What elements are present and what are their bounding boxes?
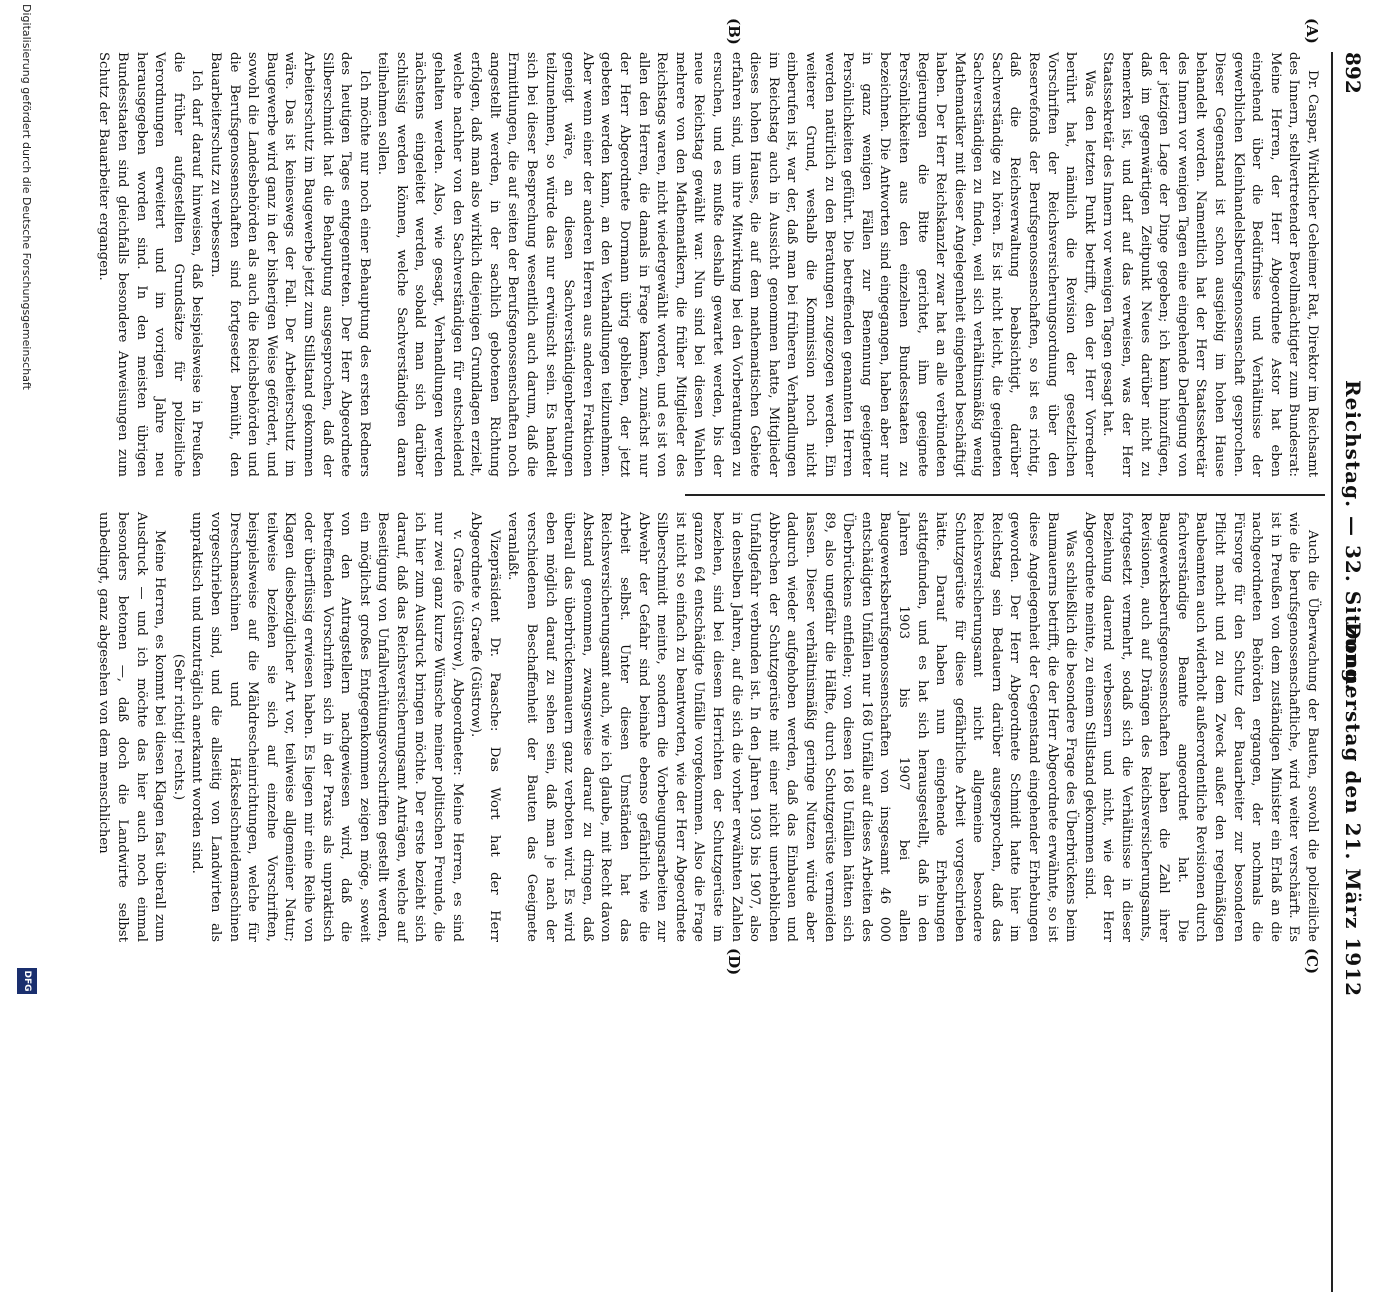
interjection: (Sehr richtig! rechts.) — [170, 653, 186, 801]
margin-marker-a: (A) — [1303, 18, 1321, 44]
left-column — [94, 52, 1321, 477]
column-divider — [685, 494, 1325, 496]
header-rule — [1331, 52, 1333, 1292]
paragraph: Was den letzten Punkt betrifft, den der Herr Vorredner berührt hat, nämlich die Revision der gesetzlichen Vorschriften der Reichsversicherungsordnung über den Reservefonds der Berufsgenossenschaften, so ist es richtig, daß die Reichsverwaltung beabsichtigt, darüber Sachverständige zu hören. Es ist nicht leicht, die geeigneten Sachverständigen zu finden, weil sich verhältnismäßig wenig Mathematiker mit dieser Angelegenheit eingehend beschäftigt haben. Der Herr Reichskanzler zwar hat an alle verbündeten Regierungen die Bitte gerichtet, ihm geeignete Persönlichkeiten aus den einzelnen Bundesstaaten zu bezeichnen. Die Antworten sind eingegangen, haben aber nur in ganz wenigen Fällen zur Benennung geeigneter Persönlichkeiten geführt. Die betreffenden genannten Herren werden natürlich zu den Beratungen zugezogen werden. Ein weiterer Grund, weshalb die Kommission noch nicht einberufen ist, war der, daß man bei früheren Verhandlungen im Reichstag auch in Aussicht genommen hatte, Mitglieder dieses hohen Hauses, die auf dem mathematischen Gebiete erfahren sind, um ihre Mitwirkung bei den Vorberatungen zu ersuchen, und es mußte deshalb gewartet werden, bis der neue Reichstag gewählt war. Nun sind bei diesen Wahlen mehrere von den Mathematikern, die früher Mitglieder des Reichstags waren, nicht wiedergewählt worden, und es ist von allen den Herren, die damals in Frage kamen, zunächst nur der Herr Abgeordnete Dormann übrig geblieben, der jetzt gebeten werden kann, an den Verhandlungen teilzunehmen. Aber wenn einer der anderen Herren aus anderen Fraktionen geneigt wäre, an diesen Sachverständigenberatungen teilzunehmen, so würde das nur erwünscht sein. Es handelt sich bei dieser Besprechung wesentlich auch darum, daß die Ermittlungen, die auf seiten der Berufsgenossenschaften noch angestellt werden, in der sachlich gebotenen Richtung erfolgen, daß man also wirklich diejenigen Grundlagen erzielt, welche nachher von den Sachverständigen für entscheidend gehalten werden. Also, wie gesagt, Verhandlungen werden nächstens eingeleitet werden, sobald man sich darüber schlüssig werden können, welche Sachverständigen daran teilnehmen sollen. — [375, 52, 1097, 477]
paragraph: Ich darf darauf hinweisen, daß beispielsweise in Preußen die früher aufgestellten Grundsätze für polizeiliche Verordnungen erweitert und im vorigen Jahre neu herausgegeben worden sind. In den meisten übrigen Bundesstaaten sind gleichfalls besondere Anweisungen zum Schutz der Bauarbeiter ergangen. — [96, 52, 205, 477]
paragraph: Was schließlich die besondere Frage des Überbrückens beim Baumauerns betrifft, die der Herr Abgeordnete erwähnte, so ist diese Angelegenheit der Gegenstand eingehender Erhebungen geworden. Der Herr Abgeordnete Schmidt hatte hier im Reichstag sein Bedauern darüber ausgesprochen, daß das Reichsversicherungsamt nicht allgemeine besondere Schutzgerüste für diese gefährliche Arbeit vorgeschrieben hätte. Darauf haben nun eingehende Erhebungen stattgefunden, und es hat sich herausgestellt, daß in den Jahren 1903 bis 1907 bei allen Baugewerksberufsgenossenschaften von insgesamt 46 000 entschädigten Unfällen nur 168 Unfälle auf dieses Arbeiten des Überbrückens entfielen; von diesen 168 Unfällen hätten sich 89, also ungefähr die Hälfte, durch Schutzgerüste vermeiden lassen. Dieser verhältnismäßig geringe Nutzen würde aber dadurch wieder aufgehoben werden, daß das Einbauen und Abbrechen der Schutzgerüste mit einer nicht unerheblichen Unfallgefahr verbunden ist. In den Jahren 1903 bis 1907, also in denselben Jahren, auf die sich die vorher erwähnten Zahlen beziehen, sind bei diesem Herrichten der Schutzgerüste im ganzen 64 entschädigte Unfälle vorgekommen. Also die Frage ist nicht so einfach zu beantworten, wie der Herr Abgeordnete Silberschmidt meinte, sondern die Vorbeugungsarbeiten zur Abwehr der Gefahr sind beinahe ebenso gefährlich wie die Arbeit selbst. Unter diesen Umständen hat das Reichsversicherungsamt auch, wie ich glaube, mit Recht davon Abstand genommen, zwangsweise darauf zu dringen, daß überall das überbrückenmauern ganz verboten wird. Es wird eben möglich darauf zu sehen sein, daß man je nach der verschiedenen Beschaffenheit der Bauten das Geeignete veranlaßt. — [505, 512, 1079, 942]
paragraph: Dr. Caspar, Wirklicher Geheimer Rat, Direktor im Reichsamt des Innern, stellvertretender Bevollmächtigter zum Bundesrat: Meine Herren, der Herr Abgeordnete Astor hat eben eingehend über die Bedürfnisse und Verhältnisse der gewerblichen Kleinhandelsberufsgenossenschaft gesprochen. Dieser Gegenstand ist schon ausgiebig im hohen Hause behandelt worden. Namentlich hat der Herr Staatssekretär des Innern vor wenigen Tagen eine eingehende Darlegung von der jetzigen Lage der Dinge gegeben; ich kann hinzufügen, daß im gegenwärtigen Zeitpunkt Neues darüber nicht zu bemerken ist, und darf auf das verweisen, was der Herr Staatssekretär des Innern vor wenigen Tagen gesagt hat. — [1100, 52, 1320, 477]
margin-marker-c: (C) — [1303, 948, 1321, 975]
digitization-footer — [5, 0, 55, 1000]
paragraph: v. Graefe (Güstrow), Abgeordneter: Meine Herren, es sind nur zwei ganz kurze Wünsche meiner politischen Freunde, die ich hier zum Ausdruck bringen möchte. Der erste bezieht sich darauf, daß das Reichsversicherungsamt Anträgen, welche auf Beseitigung von Unfallverhütungsvorschriften gestellt werden, ein möglichst großes Entgegenkommen zeigen möge, soweit von den Antragstellern nachgewiesen wird, daß die betreffenden Vorschriften sich in der Praxis als unpraktisch oder überflüssig erwiesen haben. Es liegen mir eine Reihe von Klagen diesbezüglicher Art vor, teilweise allgemeiner Natur; teilweise beziehen sie sich auf einzelne Vorschriften, beispielsweise auf die Mähdrescheinrichtungen, welche für Dreschmaschinen und Häckselschneidemaschinen vorgeschrieben sind, und die allseitig von Landwirten als unpraktisch und unzuträglich anerkannt worden sind. — [189, 512, 465, 942]
page-number: 892 — [1341, 52, 1365, 94]
right-column — [94, 512, 1321, 942]
paragraph: Auch die Überwachung der Bauten, sowohl die polizeiliche wie die berufsgenossenschaftliche, wird weiter verschärft. Es ist in Preußen von dem zuständigen Minister ein Erlaß an die nachgeordneten Behörden ergangen, der nochmals die Fürsorge für den Schutz der Bauarbeiter zur besonderen Pflicht macht und zu dem Zweck außer den regelmäßigen Baubeamten auch widerholt außerordentliche Revisionen durch fachverständige Beamte angeordnet hat. Die Baugewerksberufsgenossenschaften haben die Zahl ihrer Revisionen, auch auf Drängen des Reichsversicherungsamts, fortgesetzt vermehrt, sodaß sich die Verhältnisse in dieser Beziehung dauernd verbessern und nicht, wie der Herr Abgeordnete meinte, zu einem Stillstand gekommen sind. — [1081, 512, 1320, 942]
speaker-announcement: Vizepräsident Dr. Paasche: Das Wort hat der Herr Abgeordnete v. Graefe (Güstrow). — [468, 512, 502, 942]
session-date: Donnerstag den 21. März 1912 — [1341, 622, 1365, 998]
funding-credit: Digitalisierung gefördert durch die Deutsche Forschungsgemeinschaft — [20, 4, 33, 390]
page-header — [1333, 0, 1365, 1000]
paragraph: Meine Herren, es kommt bei diesen Klagen fast überall zum Ausdruck — und ich möchte das hier auch noch einmal besonders betonen —, daß doch die Landwirte selbst unbedingt, ganz abgesehen von dem menschlichen — [96, 512, 168, 942]
session-title: Reichstag. — 32. Sitzung. — [1341, 380, 1365, 692]
margin-marker-b: (B) — [725, 18, 743, 45]
paragraph: Ich möchte nur noch einer Behauptung des ersten Redners des heutigen Tages entgegentreten. Der Herr Abgeordnete Silberschmidt hat die Behauptung ausgesprochen, daß der Arbeiterschutz im Baugewerbe jetzt zum Stillstand gekommen wäre. Das ist keineswegs der Fall. Der Arbeiterschutz im Baugewerbe wird ganz in der bisherigen Weise gefördert, und sowohl die Landesbehörden als auch die Reichsbehörden und die Berufsgenossenschaften sind fortgesetzt bemüht, den Bauarbeiterschutz zu verbessern. — [207, 52, 372, 477]
dfg-logo: DFG — [17, 968, 37, 994]
margin-marker-d: (D) — [725, 948, 743, 976]
